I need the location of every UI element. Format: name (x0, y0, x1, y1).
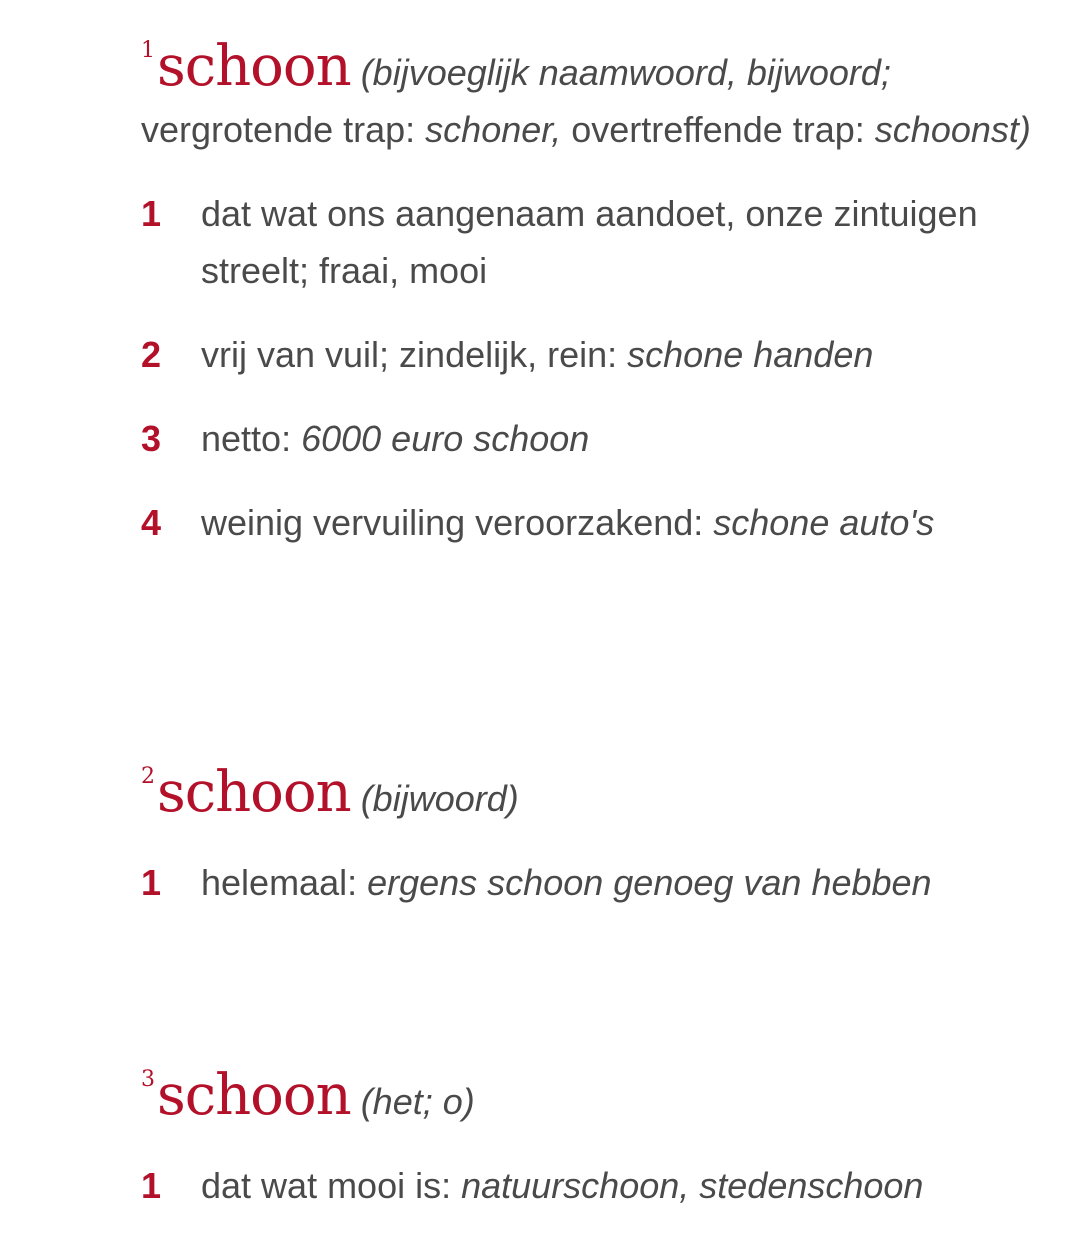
sense-item (141, 410, 1041, 467)
grammar-info: schoonst) (874, 109, 1031, 150)
sense-number: 1 (141, 862, 162, 903)
entry-headline (141, 34, 1041, 158)
sense-definition: vrij van vuil; zindelijk, rein: (201, 334, 628, 375)
grammar-info: schoner, (425, 109, 562, 150)
grammar-info: vergrotende trap: (141, 109, 426, 150)
grammar-info: (het; o) (360, 1081, 475, 1122)
grammar-info: overtreffende trap: (561, 109, 875, 150)
sense-list (141, 185, 1041, 551)
grammar-info: (bijvoeglijk naamwoord, bijwoord; (360, 52, 891, 93)
sense-item (141, 326, 1041, 383)
dictionary-entry-1 (141, 34, 1041, 551)
entry-headline (141, 1063, 1041, 1130)
dictionary-entry-2 (141, 760, 1041, 911)
sense-number: 1 (141, 193, 162, 234)
lemma: schoon (157, 34, 351, 99)
sense-definition: weinig vervuiling veroorzakend: (201, 502, 714, 543)
sense-item (141, 854, 1041, 911)
sense-example: 6000 euro schoon (301, 418, 590, 459)
sense-definition: netto: (201, 418, 302, 459)
homonym-number: 2 (141, 764, 155, 789)
sense-list (141, 1157, 1041, 1214)
sense-item (141, 1157, 1041, 1214)
homonym-number: 1 (141, 38, 155, 63)
dictionary-entry-3 (141, 1063, 1041, 1214)
sense-example: schone auto's (713, 502, 935, 543)
sense-number: 3 (141, 418, 162, 459)
sense-example: natuurschoon, stedenschoon (461, 1165, 924, 1206)
sense-number: 4 (141, 502, 162, 543)
sense-list (141, 854, 1041, 911)
entry-headline (141, 760, 1041, 827)
sense-example: ergens schoon genoeg van hebben (367, 862, 932, 903)
sense-definition: helemaal: (201, 862, 368, 903)
lemma: schoon (157, 1063, 351, 1128)
sense-item (141, 494, 1041, 551)
sense-item (141, 185, 1041, 299)
homonym-number: 3 (141, 1067, 155, 1092)
grammar-info: (bijwoord) (360, 778, 519, 819)
lemma: schoon (157, 760, 351, 825)
sense-definition: dat wat ons aangenaam aandoet, onze zintuigen streelt; fraai, mooi (201, 193, 978, 291)
sense-example: schone handen (627, 334, 874, 375)
sense-number: 2 (141, 334, 162, 375)
sense-definition: dat wat mooi is: (201, 1165, 462, 1206)
sense-number: 1 (141, 1165, 162, 1206)
